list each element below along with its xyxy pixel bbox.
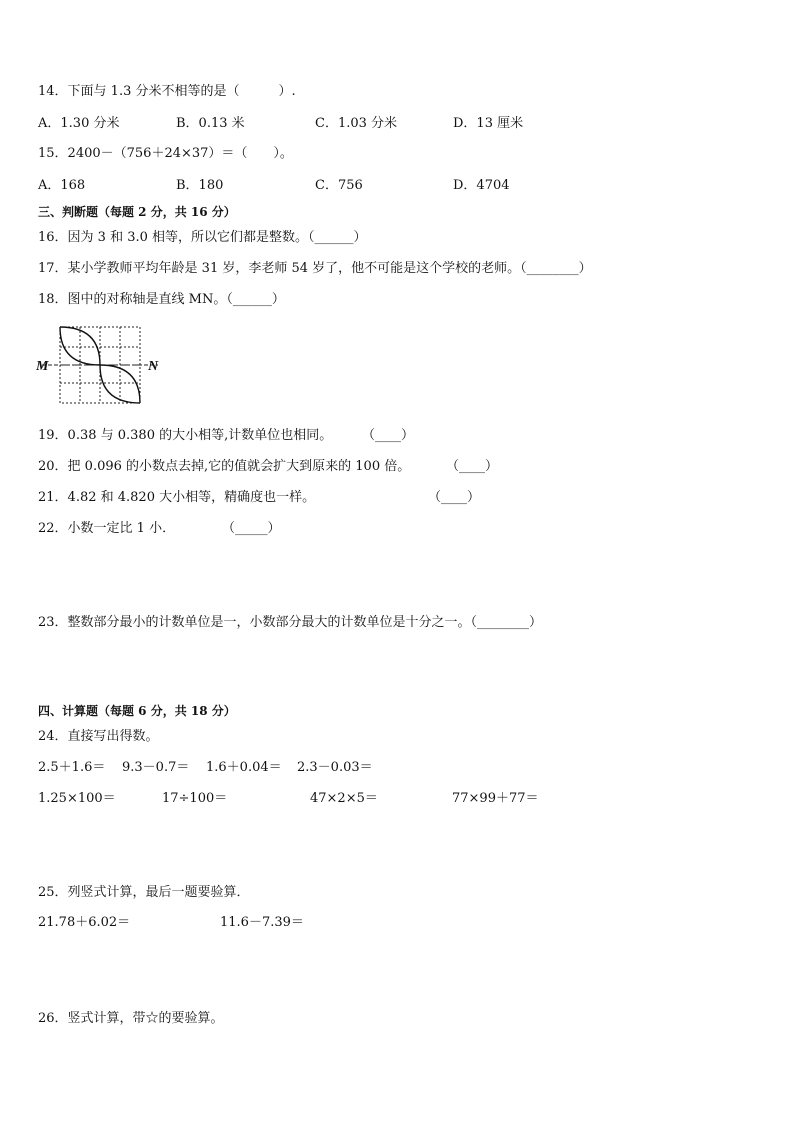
calc-item: 47×2×5＝ (310, 791, 378, 806)
option-c: C．756 (315, 178, 363, 193)
question-26-stem: 26．竖式计算，带☆的要验算。 (38, 1011, 224, 1026)
question-20-blank: （____） (446, 459, 499, 474)
symmetry-figure (36, 323, 166, 407)
option-a: A．168 (38, 178, 86, 193)
calc-item: 9.3－0.7＝ (122, 760, 190, 775)
option-c: C．1.03 分米 (315, 116, 398, 131)
calc-item: 2.3－0.03＝ (297, 760, 373, 775)
question-22-stem: 22．小数一定比 1 小． (38, 521, 176, 536)
question-19-blank: （____） (362, 428, 415, 443)
calc-item: 1.6＋0.04＝ (206, 760, 282, 775)
symmetry-grid-diagram (36, 323, 166, 407)
label-n: N (148, 359, 159, 374)
option-b: B．180 (176, 178, 224, 193)
option-a: A．1.30 分米 (38, 116, 120, 131)
option-d: D．4704 (453, 178, 510, 193)
calc-item: 11.6－7.39＝ (220, 915, 304, 930)
question-21-blank: （____） (428, 490, 481, 505)
question-19-stem: 19．0.38 与 0.380 的大小相等,计数单位也相同。 (38, 428, 333, 443)
section-4-heading: 四、计算题（每题 6 分，共 18 分） (38, 704, 236, 718)
calc-item: 21.78＋6.02＝ (38, 915, 131, 930)
question-21-stem: 21．4.82 和 4.820 大小相等，精确度也一样。 (38, 490, 316, 505)
question-16-stem: 16．因为 3 和 3.0 相等，所以它们都是整数。（______） (38, 230, 367, 245)
question-23-stem: 23．整数部分最小的计数单位是一，小数部分最大的计数单位是十分之一。（________） (38, 615, 543, 630)
section-3-heading: 三、判断题（每题 2 分，共 16 分） (38, 205, 236, 219)
question-22-blank: （_____） (222, 521, 281, 536)
calc-item: 17÷100＝ (162, 791, 228, 806)
option-b: B．0.13 米 (176, 116, 245, 131)
question-24-stem: 24．直接写出得数。 (38, 729, 159, 744)
calc-item: 1.25×100＝ (38, 791, 116, 806)
question-20-stem: 20．把 0.096 的小数点去掉,它的值就会扩大到原来的 100 倍。 (38, 459, 411, 474)
calc-item: 77×99＋77＝ (452, 791, 539, 806)
question-15-stem: 15．2400－（756＋24×37）＝（ ）。 (38, 146, 293, 161)
calc-item: 2.5＋1.6＝ (38, 760, 106, 775)
question-17-stem: 17．某小学教师平均年龄是 31 岁，李老师 54 岁了，他不可能是这个学校的老师。（________） (38, 261, 592, 276)
label-m: M (36, 359, 49, 374)
question-25-stem: 25．列竖式计算，最后一题要验算． (38, 885, 250, 900)
option-d: D．13 厘米 (453, 116, 524, 131)
question-18-stem: 18．图中的对称轴是直线 MN。（______） (38, 292, 285, 307)
question-14-stem: 14．下面与 1.3 分米不相等的是（ ）. (38, 84, 296, 99)
